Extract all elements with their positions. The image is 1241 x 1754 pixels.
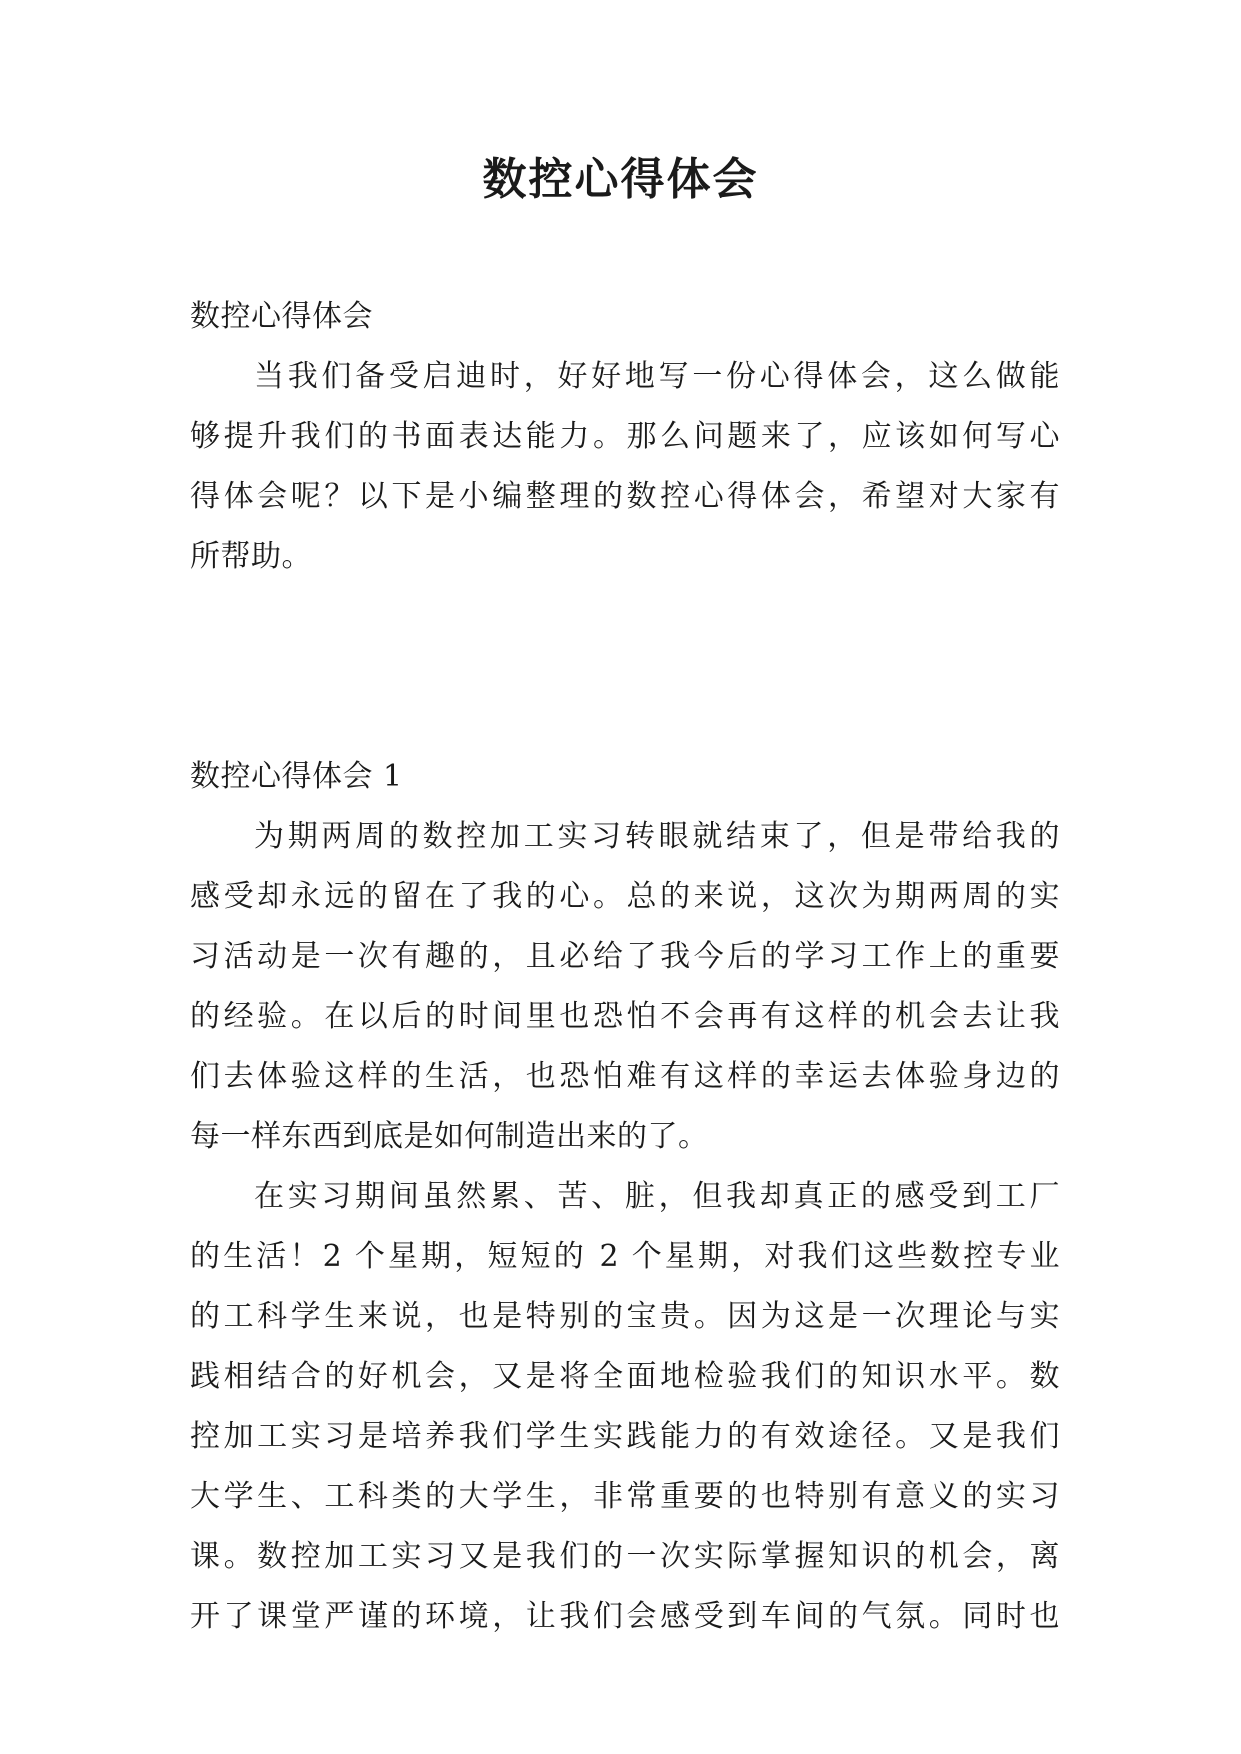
section-gap [190,587,1060,747]
document-title: 数控心得体会 [482,154,759,205]
section1-heading: 数控心得体会 1 [190,759,403,794]
p2-line-7: 课。数控加工实习又是我们的一次实际掌握知识的机会，离 [190,1539,1060,1574]
p1-line-5: 们去体验这样的生活，也恐怕难有这样的幸运去体验身边的 [190,1059,1060,1094]
p2-line-6: 大学生、工科类的大学生，非常重要的也特别有意义的实习 [190,1479,1060,1514]
p2-line-4: 践相结合的好机会，又是将全面地检验我们的知识水平。数 [190,1359,1060,1394]
p2-line-3: 的工科学生来说，也是特别的宝贵。因为这是一次理论与实 [190,1299,1060,1334]
document-body [190,287,1060,1647]
p2-line-8: 开了课堂严谨的环境，让我们会感受到车间的气氛。同时也 [190,1599,1060,1634]
p1-line-4: 的经验。在以后的时间里也恐怕不会再有这样的机会去让我 [190,999,1060,1034]
p1-line-1: 为期两周的数控加工实习转眼就结束了，但是带给我的 [254,819,1060,854]
intro-heading: 数控心得体会 [190,299,373,334]
p1-line-6: 每一样东西到底是如何制造出来的了。 [190,1119,709,1154]
p2-line-2: 的生活！2 个星期，短短的 2 个星期，对我们这些数控专业 [190,1239,1060,1274]
p2-line-1: 在实习期间虽然累、苦、脏，但我却真正的感受到工厂 [254,1179,1060,1214]
p1-line-2: 感受却永远的留在了我的心。总的来说，这次为期两周的实 [190,879,1060,914]
intro-line-2: 够提升我们的书面表达能力。那么问题来了，应该如何写心 [190,419,1060,454]
p2-line-5: 控加工实习是培养我们学生实践能力的有效途径。又是我们 [190,1419,1060,1454]
intro-line-4: 所帮助。 [190,539,312,574]
p1-line-3: 习活动是一次有趣的，且必给了我今后的学习工作上的重要 [190,939,1060,974]
intro-line-1: 当我们备受启迪时，好好地写一份心得体会，这么做能 [254,359,1060,394]
intro-line-3: 得体会呢？以下是小编整理的数控心得体会，希望对大家有 [190,479,1060,514]
